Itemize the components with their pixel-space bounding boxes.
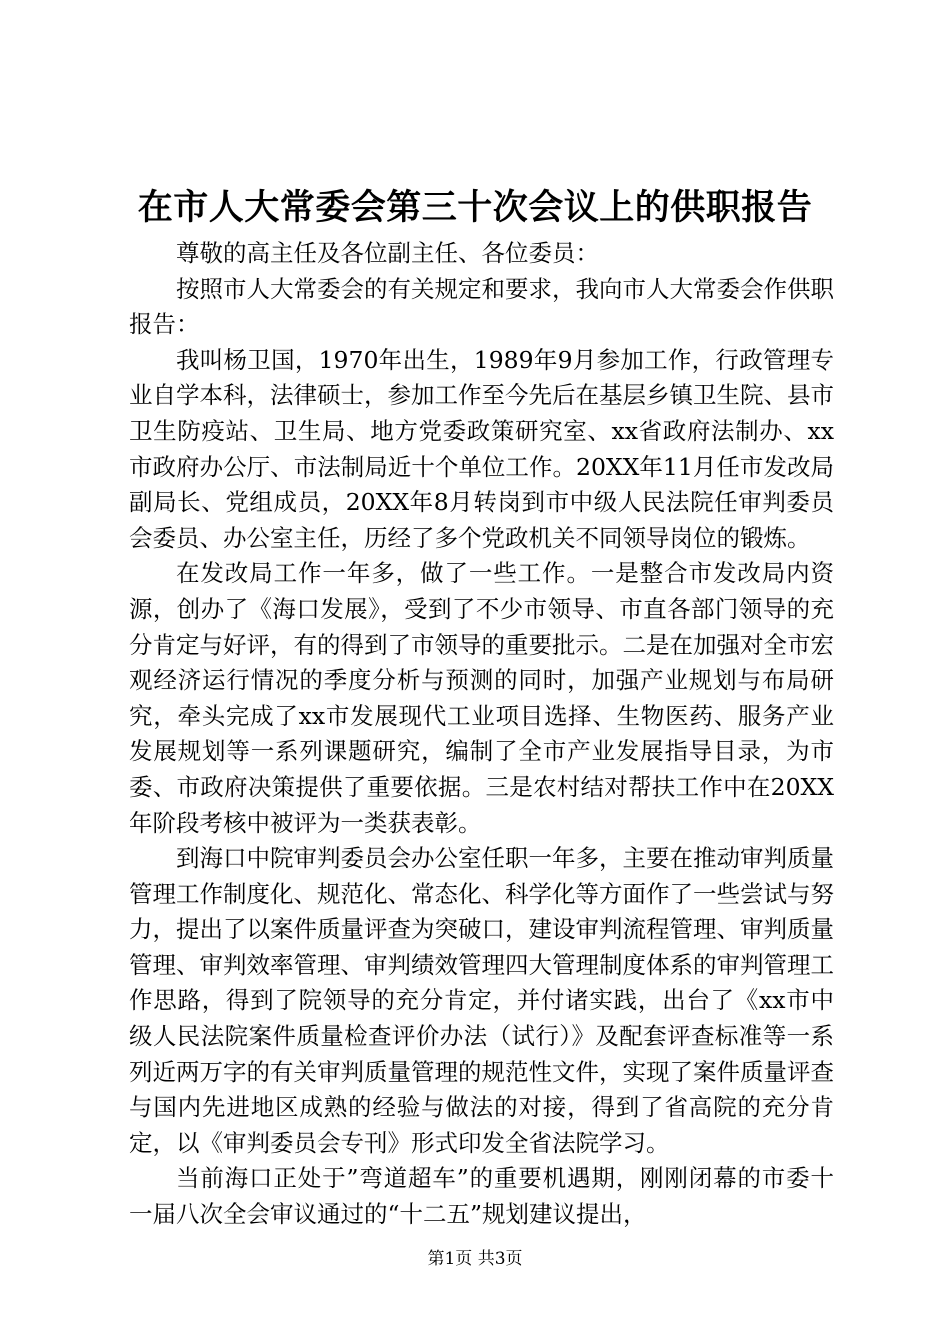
paragraph-intro: 按照市人大常委会的有关规定和要求，我向市人大常委会作供职报告： <box>129 274 834 339</box>
paragraph-salutation: 尊敬的高主任及各位副主任、各位委员： <box>176 239 599 267</box>
paragraph-development-bureau: 在发改局工作一年多，做了一些工作。一是整合市发改局内资源，创办了《海口发展》，受到了不少市领导、市直各部门领导的充分肯定与好评，有的得到了市领导的重要批示。二是在加强对全市宏观经济运行情况的季度分析与预测的同时，加强产业规划与布局研究，牵头完成了xx市发展现代工业项目选择、生物医药、服务产业发展规划等一系列课题研究，编制了全市产业发展指导目录，为市委、市政府决策提供了重要依据。三是农村结对帮扶工作中在20XX年阶段考核中被评为一类获表彰。 <box>129 559 834 837</box>
paragraph-biography: 我叫杨卫国，1970年出生，1989年9月参加工作，行政管理专业自学本科，法律硕士，参加工作至今先后在基层乡镇卫生院、县市卫生防疫站、卫生局、地方党委政策研究室、xx省政府法制办、xx市政府办公厅、市法制局近十个单位工作。20XX年11月任市发改局副局长、党组成员，20XX年8月转岗到市中级人民法院任审判委员会委员、办公室主任，历经了多个党政机关不同领导岗位的锻炼。 <box>129 345 834 552</box>
paragraph-court-office: 到海口中院审判委员会办公室任职一年多，主要在推动审判质量管理工作制度化、规范化、常态化、科学化等方面作了一些尝试与努力，提出了以案件质量评查为突破口，建设审判流程管理、审判质量管理、审判效率管理、审判绩效管理四大管理制度体系的审判管理工作思路，得到了院领导的充分肯定，并付诸实践，出台了《xx市中级人民法院案件质量检查评价办法（试行）》及配套评查标准等一系列近两万字的有关审判质量管理的规范性文件，实现了案件质量评查与国内先进地区成熟的经验与做法的对接，得到了省高院的充分肯定，以《审判委员会专刊》形式印发全省法院学习。 <box>129 844 834 1157</box>
paragraph-current-situation: 当前海口正处于”弯道超车”的重要机遇期，刚刚闭幕的市委十一届八次全会审议通过的“十二五”规划建议提出， <box>129 1164 834 1229</box>
document-title: 在市人大常委会第三十次会议上的供职报告 <box>137 187 813 228</box>
document-body <box>129 236 834 1233</box>
page-number-footer: 第1页 共3页 <box>427 1249 523 1269</box>
